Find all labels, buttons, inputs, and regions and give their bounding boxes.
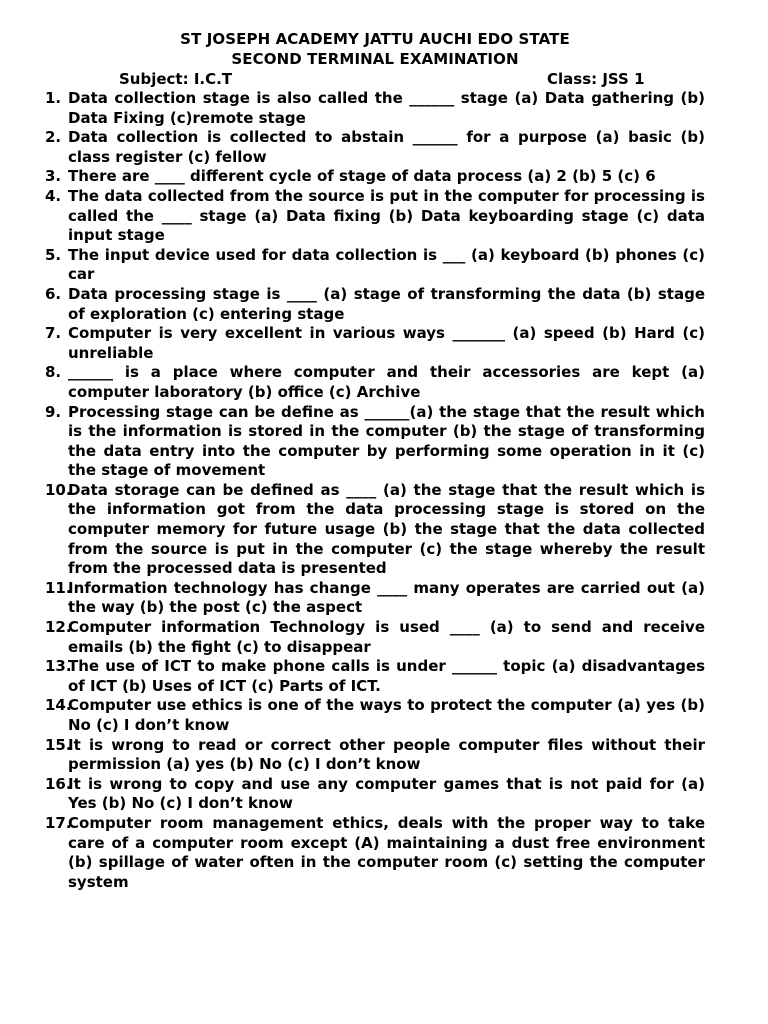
question-number: 15.: [45, 735, 72, 754]
question-number: 14.: [45, 696, 72, 715]
question-text: Computer use ethics is one of the ways to protect the computer (a) yes (b) No (c) I don’t know: [68, 696, 705, 734]
question-number: 5.: [45, 245, 62, 264]
subject-class-row: [45, 69, 705, 89]
question-number: 16.: [45, 774, 72, 793]
question-item: [45, 187, 705, 246]
question-number: 2.: [45, 128, 62, 147]
question-item: [45, 814, 705, 892]
question-text: ______ is a place where computer and their accessories are kept (a) computer laboratory (b) office (c) Archive: [68, 363, 705, 401]
question-number: 1.: [45, 89, 62, 107]
question-text: It is wrong to copy and use any computer games that is not paid for (a) Yes (b) No (c) I don’t know: [68, 774, 705, 813]
question-text: Computer room management ethics, deals with the proper way to take care of a computer room except (A) maintaining a dust free environment (b) spillage of water often in the computer room (c) setting the computer system: [68, 813, 705, 891]
question-number: 10.: [45, 480, 72, 499]
question-item: [45, 128, 705, 167]
question-number: 17.: [45, 813, 72, 832]
question-item: [45, 775, 705, 814]
question-number: 12.: [45, 618, 72, 637]
question-number: 4.: [45, 186, 62, 205]
question-text: Computer information Technology is used ____ (a) to send and receive emails (b) the fight (c) to disappear: [68, 618, 705, 656]
question-text: Data collection is collected to abstain ______ for a purpose (a) basic (b) class register (c) fellow: [68, 128, 705, 166]
question-number: 13.: [45, 657, 72, 676]
question-text: There are ____ different cycle of stage of data process (a) 2 (b) 5 (c) 6: [68, 167, 656, 186]
question-item: [45, 324, 705, 363]
question-number: 7.: [45, 324, 62, 343]
question-text: Processing stage can be define as ______(a) the stage that the result which is the information is stored in the computer (b) the stage of transforming the data entry into the computer by performing some operation in it (c) the stage of movement: [68, 402, 705, 480]
class-label: Class: JSS 1: [547, 70, 645, 88]
question-text: Information technology has change ____ many operates are carried out (a) the way (b) the post (c) the aspect: [68, 578, 705, 617]
question-list: [45, 89, 705, 892]
question-number: 8.: [45, 363, 62, 382]
exam-page: [45, 29, 705, 892]
question-item: [45, 246, 705, 285]
question-item: [45, 363, 705, 402]
school-title: ST JOSEPH ACADEMY JATTU AUCHI EDO STATE: [180, 30, 570, 48]
exam-title: SECOND TERMINAL EXAMINATION: [231, 50, 519, 68]
question-item: [45, 403, 705, 481]
question-text: Data storage can be defined as ____ (a) the stage that the result which is the information got from the data processing stage is stored on the computer memory for future usage (b) the stage that the data collected from the source is put in the computer (c) the stage whereby the result from the processed data is presented: [68, 480, 705, 578]
question-text: Data collection stage is also called the ______ stage (a) Data gathering (b) Data Fixing (c)remote stage: [68, 89, 705, 127]
question-number: 6.: [45, 284, 62, 303]
question-text: The use of ICT to make phone calls is under ______ topic (a) disadvantages of ICT (b) Uses of ICT (c) Parts of ICT.: [68, 657, 705, 695]
subject-label: Subject: I.C.T: [119, 70, 233, 88]
question-text: It is wrong to read or correct other people computer files without their permission (a) yes (b) No (c) I don’t know: [68, 735, 705, 774]
question-text: Data processing stage is ____ (a) stage of transforming the data (b) stage of exploration (c) entering stage: [68, 284, 705, 323]
question-text: The input device used for data collection is ___ (a) keyboard (b) phones (c) car: [68, 245, 705, 284]
question-item: [45, 696, 705, 735]
question-item: [45, 481, 705, 579]
question-item: [45, 167, 705, 187]
question-text: The data collected from the source is put in the computer for processing is called the ____ stage (a) Data fixing (b) Data keyboarding stage (c) data input stage: [68, 186, 705, 245]
question-item: [45, 579, 705, 618]
question-item: [45, 657, 705, 696]
question-text: Computer is very excellent in various ways _______ (a) speed (b) Hard (c) unreliable: [68, 324, 705, 362]
question-item: [45, 736, 705, 775]
question-item: [45, 89, 705, 128]
question-item: [45, 285, 705, 324]
question-number: 9.: [45, 402, 62, 421]
question-number: 3.: [45, 167, 62, 186]
question-number: 11.: [45, 578, 72, 597]
question-item: [45, 618, 705, 657]
